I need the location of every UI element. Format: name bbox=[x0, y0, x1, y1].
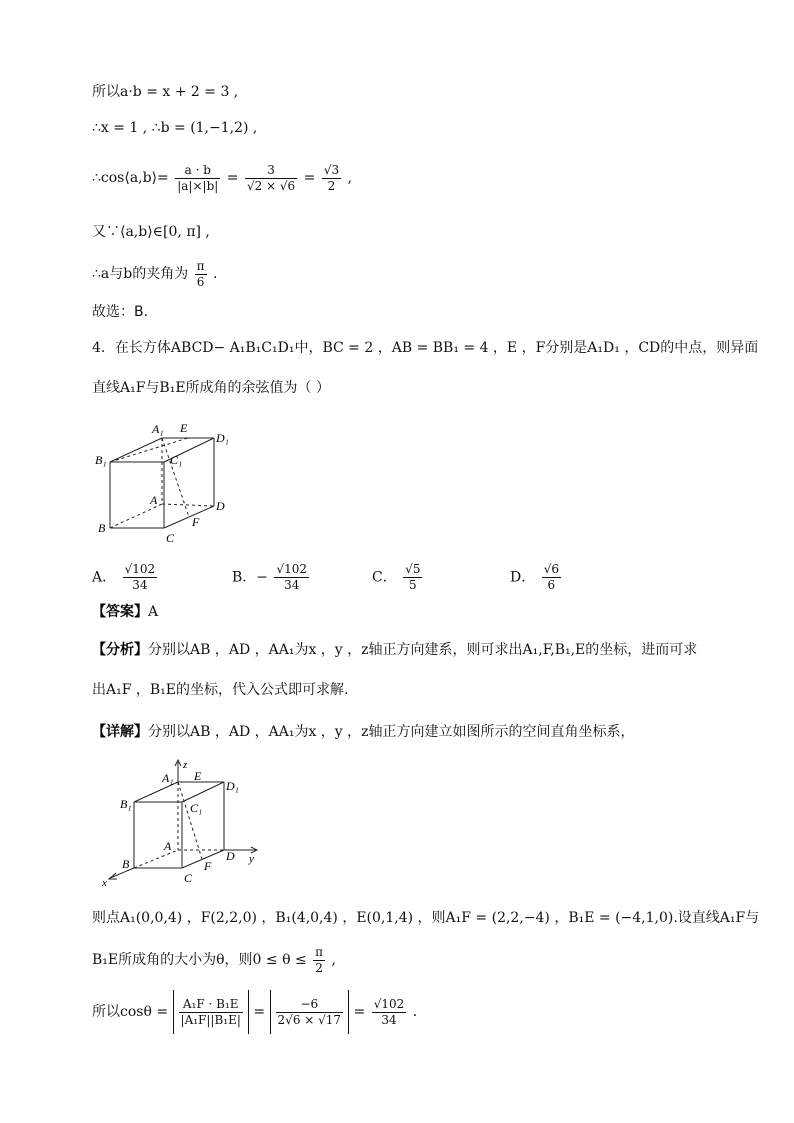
comma: , bbox=[347, 170, 353, 186]
fig2-label-x: x bbox=[102, 877, 107, 888]
cuboid-figure-2 bbox=[100, 758, 270, 888]
detail-line-2: 则点A₁(0,0,4) ，F(2,2,0) ，B₁(4,0,4) ，E(0,1,4) ，则A₁F = (2,2,−4) ，B₁E = (−4,1,0).设直线A₁F与 bbox=[92, 910, 760, 926]
fig1-label-E: E bbox=[180, 421, 188, 435]
option-a-label: A． bbox=[92, 569, 117, 586]
option-a bbox=[92, 562, 159, 593]
detail-text-3: B₁E所成角的大小为θ，则0 ≤ θ ≤ bbox=[92, 952, 307, 968]
fig2-label-C1: C₁ bbox=[190, 801, 203, 815]
cos-prefix: ∴cos⟨a,b⟩= bbox=[92, 170, 169, 186]
fig1-label-F: F bbox=[192, 515, 200, 529]
fig2-label-F: F bbox=[204, 859, 212, 873]
cos-fraction-3: $\frac{√3}{2}$ bbox=[323, 162, 340, 193]
option-a-fraction: $\frac{√102}{34}$ bbox=[124, 562, 156, 592]
fig2-label-E: E bbox=[194, 769, 202, 783]
fig2-label-y: y bbox=[249, 853, 254, 865]
detail-text-1: 分别以AB ，AD ，AA₁为x ，y ，z轴正方向建立如图所示的空间直角坐标系， bbox=[148, 724, 635, 740]
line-cos-formula bbox=[92, 160, 352, 196]
angle-result-text: ∴a与b的夹角为 bbox=[92, 266, 189, 282]
cos-abs-1: $\frac{\text{A₁F · B₁E}}{\text{|A₁F||B₁E|}}$ bbox=[173, 990, 249, 1034]
option-c-label: C． bbox=[372, 569, 397, 586]
angle-fraction: $\frac{\pi}{6}$ bbox=[196, 258, 205, 289]
detail-tag: 【详解】 bbox=[92, 724, 148, 740]
fig2-label-D1: D₁ bbox=[226, 779, 239, 793]
line-dot-product: 所以a·b = x + 2 = 3 , bbox=[92, 84, 239, 100]
fig1-label-C: C bbox=[166, 531, 175, 545]
question-4-line-1: 4．在长方体ABCD− A₁B₁C₁D₁中，BC = 2 ，AB = BB₁ = 4 ，E ，F分别是A₁D₁ ，CD的中点，则异面 bbox=[92, 340, 759, 356]
analysis-line-2: 出A₁F ，B₁E的坐标，代入公式即可求解. bbox=[92, 682, 349, 698]
answer-line bbox=[92, 602, 158, 622]
fig2-label-B: B bbox=[122, 857, 130, 871]
line-choose-b: 故选：B. bbox=[92, 304, 149, 320]
fig2-label-C: C bbox=[184, 871, 193, 885]
analysis-text-1: 分别以AB ，AD ，AA₁为x ，y ，z轴正方向建系，则可求出A₁,F,B₁,E的坐标，进而可求 bbox=[148, 642, 698, 658]
cos-result-fraction: $\frac{√102}{34}$ bbox=[373, 996, 405, 1027]
analysis-tag: 【分析】 bbox=[92, 642, 148, 658]
fig1-label-A1: A₁ bbox=[152, 422, 164, 436]
line-angle-range: 又∵⟨a,b⟩∈[0, π] , bbox=[92, 224, 210, 240]
line-x-value: ∴x = 1 , ∴b = (1,−1,2) , bbox=[92, 120, 258, 136]
fig1-label-A: A bbox=[150, 493, 158, 507]
option-b bbox=[232, 562, 311, 593]
fig2-label-B1: B₁ bbox=[120, 797, 132, 811]
option-d bbox=[510, 562, 563, 593]
cos-fraction-1: $\frac{a \cdot b}{|a|\times|b|}$ bbox=[177, 162, 219, 193]
fig1-label-D1: D₁ bbox=[216, 431, 229, 445]
fig2-label-A: A bbox=[164, 839, 172, 853]
option-d-label: D． bbox=[510, 569, 536, 586]
period: . bbox=[412, 1004, 418, 1020]
option-b-fraction: $\frac{√102}{34}$ bbox=[276, 562, 308, 592]
detail-text-4: 所以cosθ = bbox=[92, 1004, 169, 1020]
fig1-label-D: D bbox=[216, 499, 225, 513]
cos-fraction-2: $\frac{3}{√2 \times √6}$ bbox=[246, 162, 296, 193]
option-b-label: B． bbox=[232, 569, 257, 586]
option-d-fraction: $\frac{√6}{6}$ bbox=[543, 562, 559, 592]
fig2-label-z: z bbox=[183, 759, 188, 771]
fig2-label-D: D bbox=[226, 849, 235, 863]
equals-sign: = bbox=[226, 170, 239, 186]
option-c bbox=[372, 562, 424, 593]
detail-line-1 bbox=[92, 722, 635, 742]
option-b-sign: − bbox=[256, 569, 269, 586]
cos-abs-2: $\frac{-6}{2√6 \times √17}$ bbox=[270, 990, 350, 1034]
answer-tag: 【答案】 bbox=[92, 604, 148, 620]
half-pi-fraction: $\frac{\pi}{2}$ bbox=[315, 944, 324, 975]
analysis-line-1 bbox=[92, 640, 697, 660]
answer-value: A bbox=[148, 604, 159, 620]
cuboid-figure-1 bbox=[92, 418, 242, 546]
fig1-label-B: B bbox=[98, 521, 106, 535]
option-c-fraction: $\frac{√5}{5}$ bbox=[405, 562, 421, 592]
period: . bbox=[213, 266, 218, 282]
fig1-label-B1: B₁ bbox=[95, 453, 107, 467]
fig1-label-C1: C₁ bbox=[170, 453, 183, 467]
detail-line-3 bbox=[92, 942, 336, 978]
detail-line-4: 所以cosθ = $\frac{\text{A₁F · B₁E}}{\text{|A₁F||B₁E|}}$ = $\frac{-6}{2√6 \times √17}$ = $\frac{√102}{34}$ . bbox=[92, 990, 417, 1034]
comma: , bbox=[331, 952, 336, 968]
fig2-label-A1: A₁ bbox=[162, 771, 174, 785]
line-angle-result bbox=[92, 256, 217, 292]
equals-sign: = bbox=[303, 170, 316, 186]
question-4-line-2: 直线A₁F与B₁E所成角的余弦值为（ ） bbox=[92, 380, 331, 396]
